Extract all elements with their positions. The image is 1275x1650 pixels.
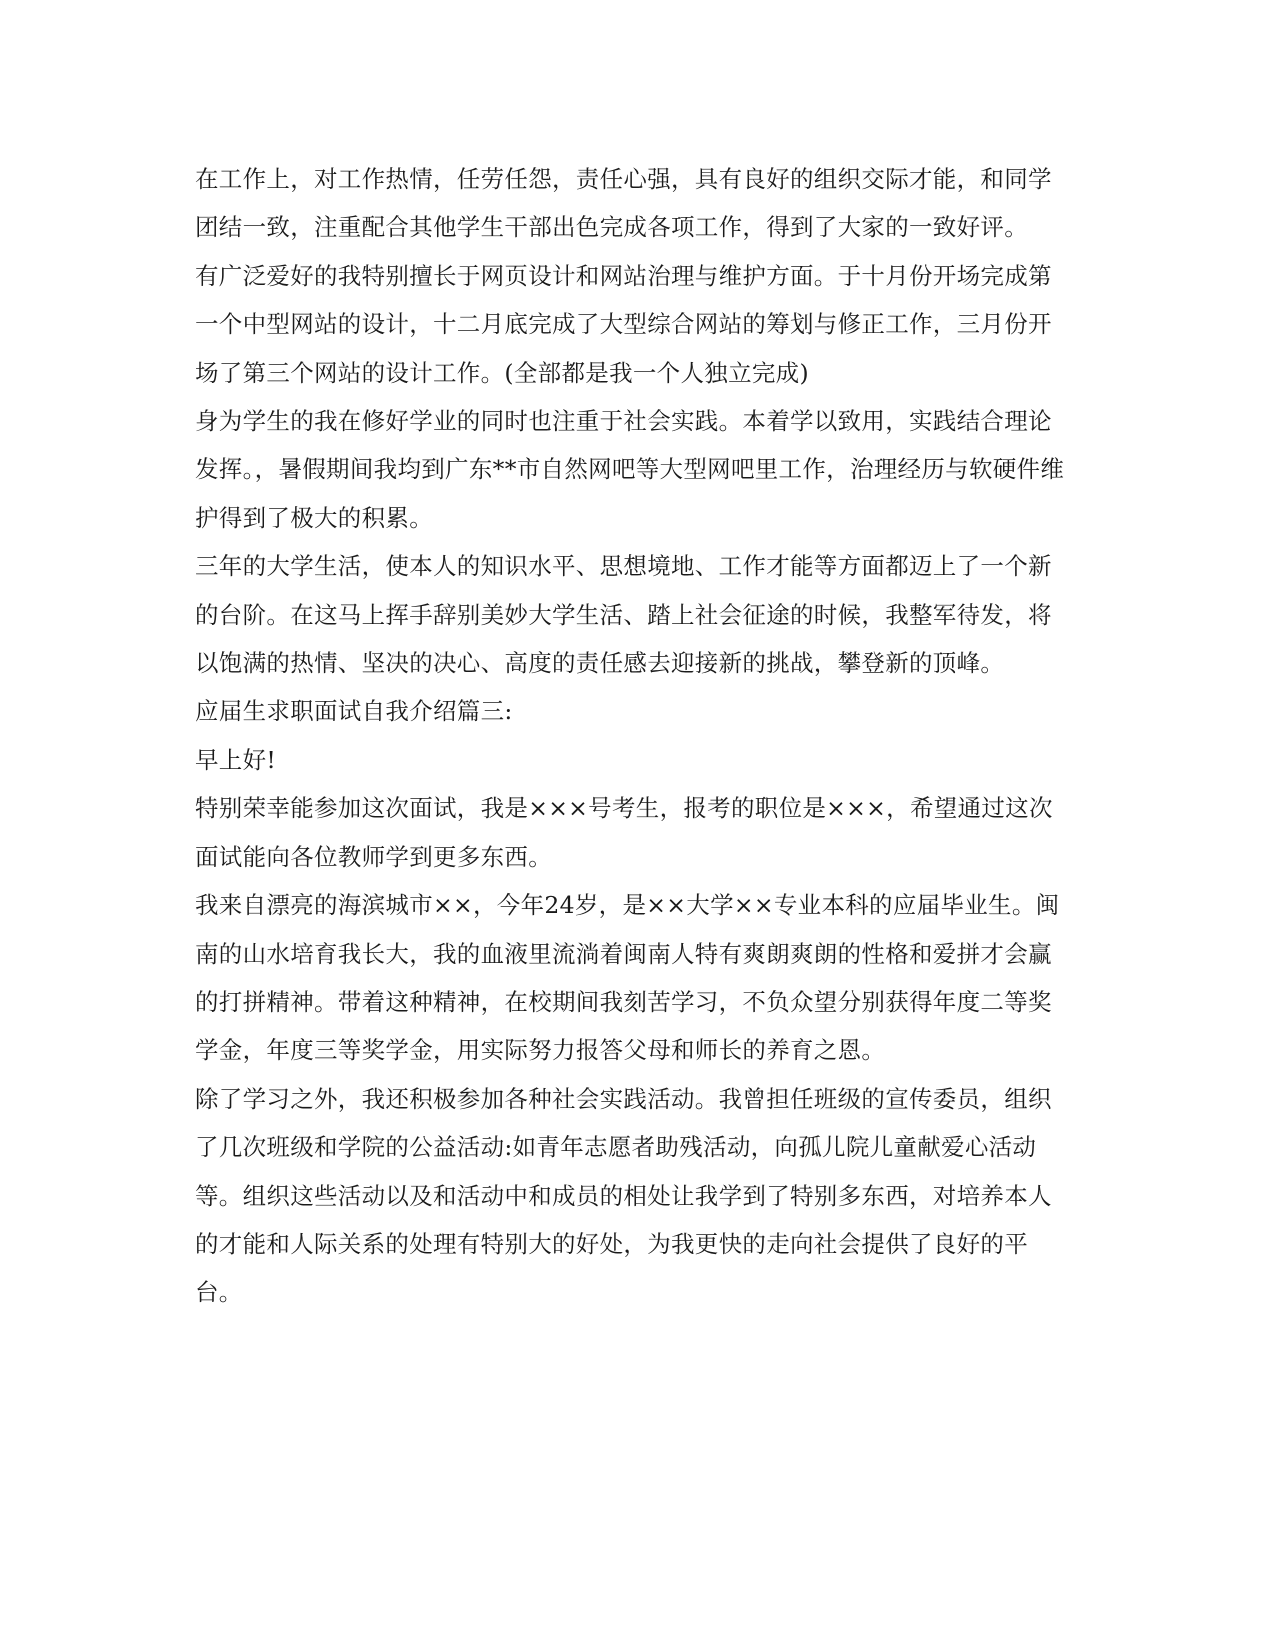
- paragraph-web-design: 有广泛爱好的我特别擅长于网页设计和网站治理与维护方面。于十月份开场完成第一个中型网站的设计，十二月底完成了大型综合网站的筹划与修正工作，三月份开场了第三个网站的设计工作。(全部都是我一个人独立完成): [195, 261, 1052, 387]
- document-body: [195, 155, 1075, 1317]
- paragraph-social-practice: 身为学生的我在修好学业的同时也注重于社会实践。本着学以致用，实践结合理论发挥。，暑假期间我均到广东**市自然网吧等大型网吧里工作，治理经历与软硬件维护得到了极大的积累。: [195, 407, 1065, 532]
- paragraph-activities: 除了学习之外，我还积极参加各种社会实践活动。我曾担任班级的宣传委员，组织了几次班级和学院的公益活动:如青年志愿者助残活动，向孤儿院儿童献爱心活动等。组织这些活动以及和活动中和成员的相处让我学到了特别多东西，对培养本人的才能和人际关系的处理有特别大的好处，为我更快的走向社会提供了良好的平台。: [195, 1084, 1052, 1307]
- section-heading: 应届生求职面试自我介绍篇三:: [195, 697, 513, 726]
- paragraph-background: 我来自漂亮的海滨城市××，今年24岁，是××大学××专业本科的应届毕业生。闽南的山水培育我长大，我的血液里流淌着闽南人特有爽朗爽朗的性格和爱拼才会赢的打拼精神。带着这种精神，在校期间我刻苦学习，不负众望分别获得年度二等奖学金，年度三等奖学金，用实际努力报答父母和师长的养育之恩。: [195, 891, 1060, 1065]
- paragraph-work-attitude: 在工作上，对工作热情，任劳任怨，责任心强，具有良好的组织交际才能，和同学团结一致，注重配合其他学生干部出色完成各项工作，得到了大家的一致好评。: [195, 165, 1052, 242]
- paragraph-university-life: 三年的大学生活，使本人的知识水平、思想境地、工作才能等方面都迈上了一个新的台阶。在这马上挥手辞别美妙大学生活、踏上社会征途的时候，我整军待发，将以饱满的热情、坚决的决心、高度的责任感去迎接新的挑战，攀登新的顶峰。: [195, 552, 1052, 678]
- paragraph-intro: 特别荣幸能参加这次面试，我是×××号考生，报考的职位是×××，希望通过这次面试能向各位教师学到更多东西。: [195, 794, 1053, 871]
- paragraph-greeting: 早上好!: [195, 745, 277, 774]
